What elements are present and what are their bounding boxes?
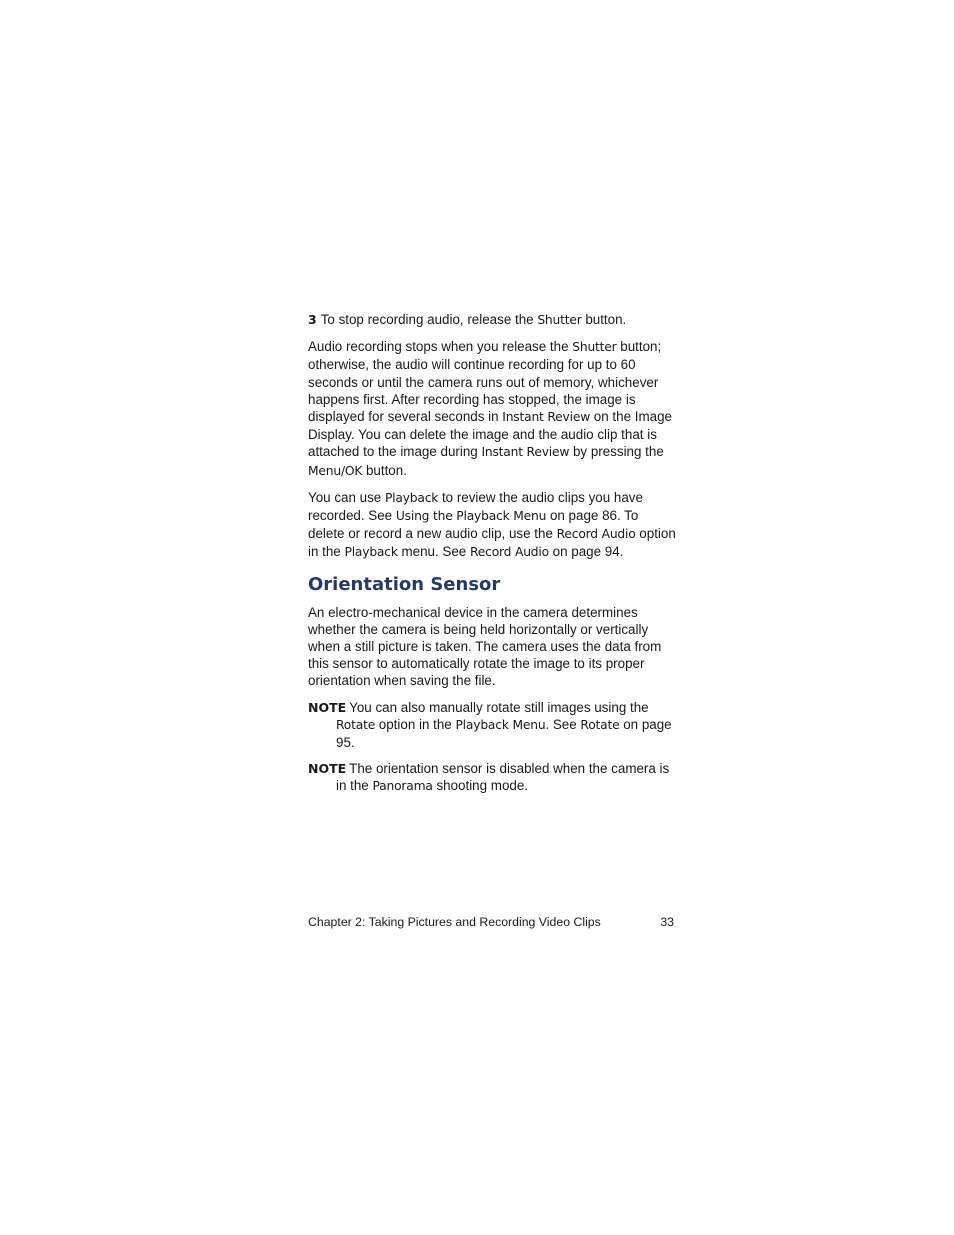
text: You can use [308, 489, 385, 505]
ui-term-shutter: Shutter [537, 313, 582, 327]
ui-term-playback: Playback [384, 490, 439, 505]
text: You can also manually rotate still images using the [349, 699, 649, 715]
text: To stop recording audio, release the [320, 312, 538, 327]
ui-term-playback-menu: Playback Menu [455, 717, 546, 732]
page-number: 33 [660, 915, 674, 929]
note-manual-rotate [308, 699, 676, 752]
ui-term-rotate: Rotate [336, 717, 376, 732]
footer-chapter-title: Chapter 2: Taking Pictures and Recording Video Clips [308, 915, 601, 929]
section-body: An electro-mechanical device in the camera determines whether the camera is being held horizontally or vertically when a still picture is taken. The camera uses the data from this sensor to automatically rotate the image to its proper orientation when saving the file. [308, 604, 662, 689]
text: button. [362, 462, 407, 478]
text: option in the [375, 716, 456, 732]
page-footer [308, 915, 674, 929]
step-3 [308, 311, 676, 329]
note-panorama [308, 760, 676, 795]
text: . See [545, 716, 581, 732]
text: The orientation sensor is disabled when the camera is in the [336, 761, 670, 794]
section-heading: Orientation Sensor [308, 573, 501, 595]
text: Audio recording stops when you release the [308, 339, 573, 355]
text: button; otherwise, the audio will continue recording for up to 60 seconds or until the camera runs out of memory, whichever happens first. After recording has stopped, the image is displayed for several seconds in [308, 339, 662, 425]
note-label: NOTE [308, 699, 347, 715]
text: button. [581, 312, 627, 327]
ui-term-playback: Playback [344, 545, 398, 560]
text: to review the audio clips you have recorded. See [308, 489, 643, 524]
text: on page 86. To delete or record a new audio clip, use the [308, 508, 639, 542]
ui-term-shutter: Shutter [572, 340, 617, 355]
text: by pressing the [569, 444, 664, 460]
text: on page 95. [336, 716, 672, 751]
text: shooting mode. [432, 778, 529, 794]
ui-term-panorama: Panorama [372, 779, 433, 794]
ui-term-record-audio: Record Audio [469, 545, 549, 560]
step-number: 3 [308, 312, 317, 327]
paragraph-audio-recording [308, 338, 676, 480]
ui-term-record-audio: Record Audio [556, 527, 636, 542]
text: on the Image Display. You can delete the image and the audio clip that is attached to the image during [308, 409, 672, 460]
text: option in the [308, 526, 676, 560]
page-content [308, 311, 676, 805]
text: on page 94. [548, 544, 624, 560]
text: menu. See [397, 544, 470, 560]
note-label: NOTE [308, 761, 347, 777]
ui-term-instant-review: Instant Review [502, 410, 591, 425]
paragraph-playback [308, 489, 676, 562]
ui-term-using-playback-menu: Using the Playback Menu [395, 509, 547, 524]
ui-term-instant-review: Instant Review [481, 445, 570, 460]
ui-term-menu-ok: Menu/OK [308, 463, 363, 478]
ui-term-rotate: Rotate [580, 717, 620, 732]
